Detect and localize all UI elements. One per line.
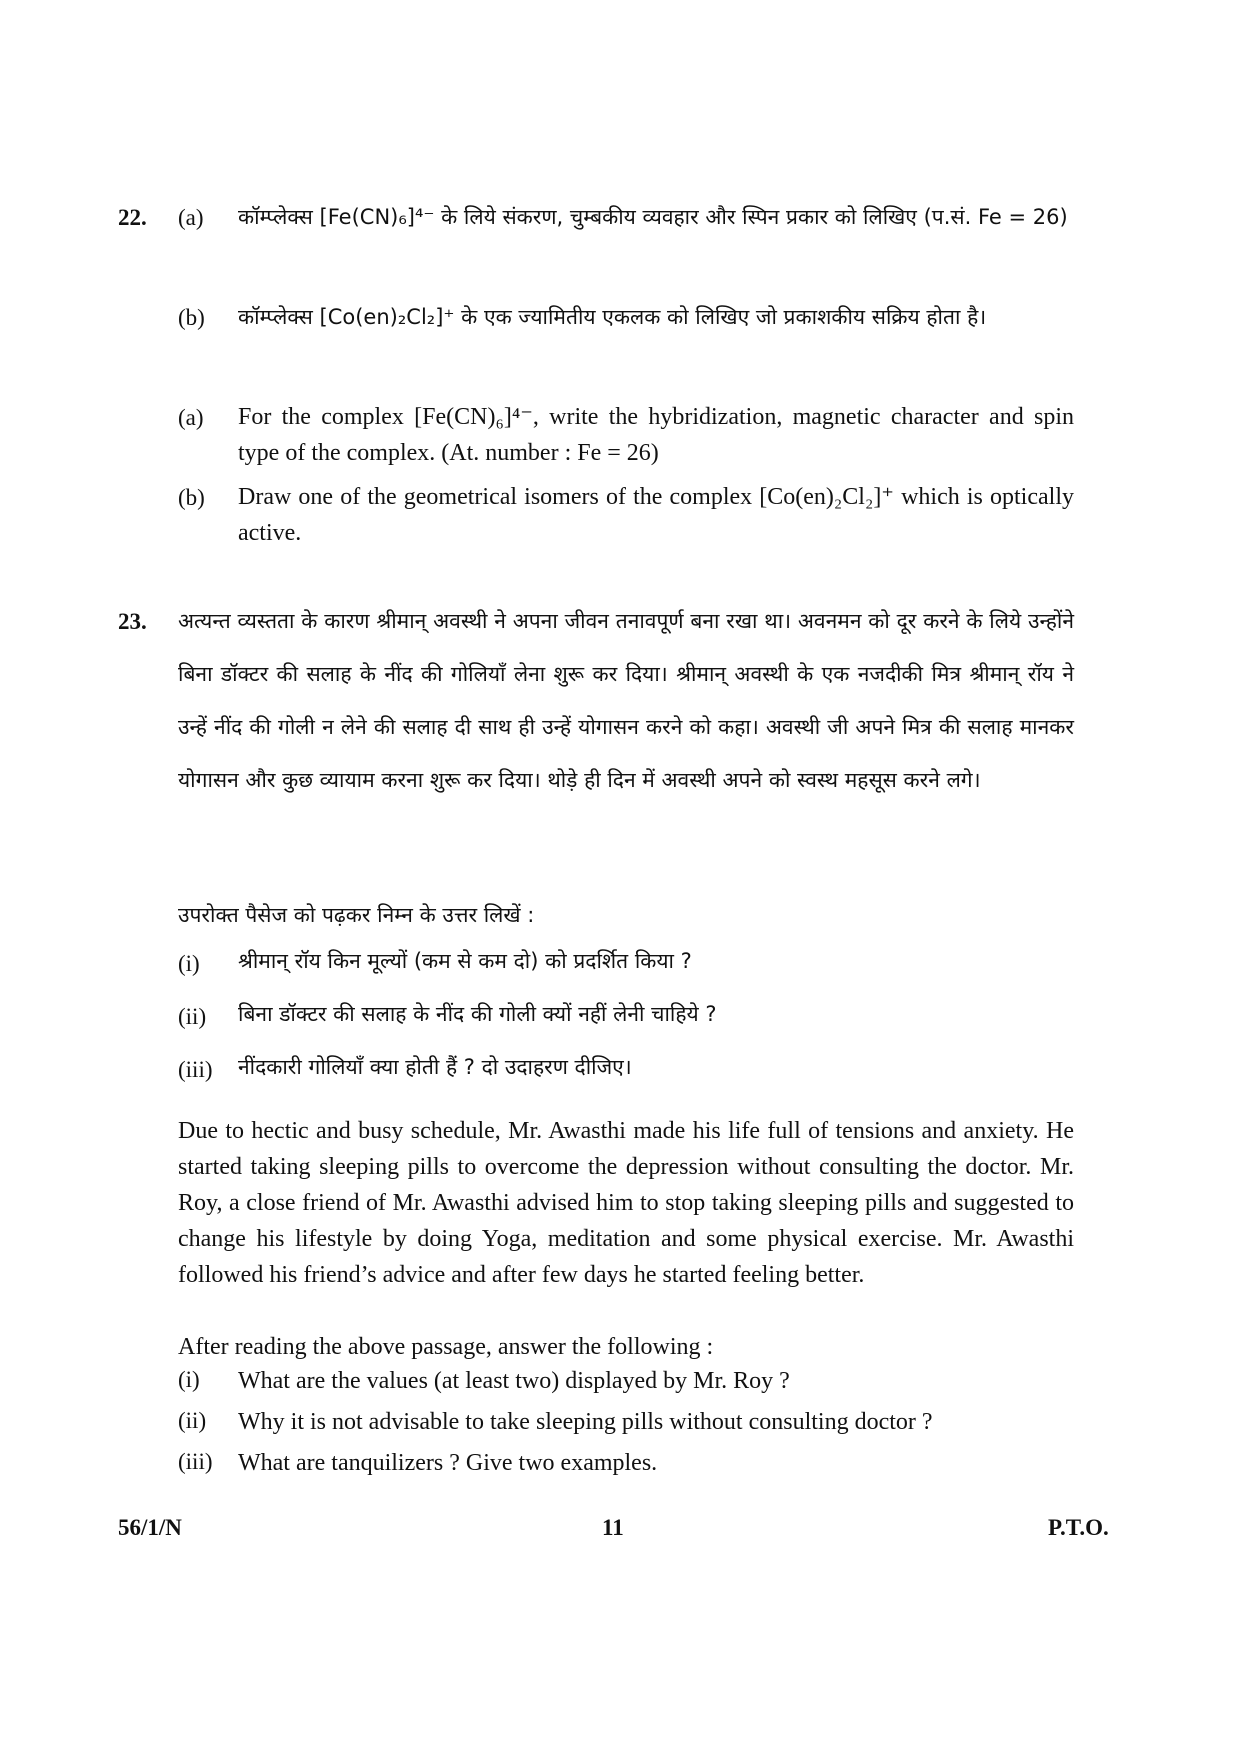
hindi-prompt: उपरोक्त पैसेज को पढ़कर निम्न के उत्तर लिखें : [178,903,535,927]
english-passage: Due to hectic and busy schedule, Mr. Awasthi made his life full of tensions and anxiety. He started taking sleeping pills to overcome the depression without consulting the doctor. Mr. Roy, a close friend of Mr. Awasthi advised him to stop taking sleeping pills and suggested to change his lifestyle by doing Yoga, meditation and some physical exercise. Mr. Awasthi followed his friend’s advice and after few days he started feeling better. [178,1118,1074,1288]
part-text: कॉम्प्लेक्स [Co(en)₂Cl₂]⁺ के एक ज्यामितीय एकलक को लिखिए जो प्रकाशकीय सक्रिय होता है। [238,305,987,329]
page-number: 11 [602,1515,624,1540]
part-text: For the complex [Fe(CN)₆]⁴⁻, write the hybridization, magnetic character and spin type of the complex. (At. number : Fe = 26) [238,404,1074,466]
item-label: (iii) [178,1449,213,1474]
pto-label: P.T.O. [1048,1515,1109,1540]
q22-english-part-a [178,403,1074,475]
item-label: (ii) [178,1004,207,1029]
part-label: (b) [178,485,205,510]
part-label: (a) [178,205,204,230]
english-question-i [178,1365,1074,1401]
item-text: बिना डॉक्टर की सलाह के नींद की गोली क्यों नहीं लेनी चाहिये ? [238,1002,717,1026]
q22-english-part-b [178,483,1074,555]
question-number: 22. [118,205,147,230]
english-question-iii [178,1447,1074,1483]
question-number: 23. [118,609,147,634]
paper-code: 56/1/N [118,1515,182,1540]
hindi-question-i [178,947,1074,995]
hindi-question-iii [178,1053,1074,1101]
item-text: What are the values (at least two) displayed by Mr. Roy ? [238,1368,790,1394]
part-text: कॉम्प्लेक्स [Fe(CN)₆]⁴⁻ के लिये संकरण, चुम्बकीय व्यवहार और स्पिन प्रकार को लिखिए (प.सं. Fe = 26) [238,205,1068,229]
item-text: Why it is not advisable to take sleeping pills without consulting doctor ? [238,1409,933,1435]
part-label: (b) [178,305,205,330]
part-label: (a) [178,405,204,430]
item-label: (i) [178,951,200,976]
question-22 [118,203,1074,553]
item-label: (iii) [178,1057,213,1082]
hindi-passage: अत्यन्त व्यस्तता के कारण श्रीमान् अवस्थी ने अपना जीवन तनावपूर्ण बना रखा था। अवनमन को दूर करने के लिये उन्होंने बिना डॉक्टर की सलाह के नींद की गोलियाँ लेना शुरू कर दिया। श्रीमान् अवस्थी के एक नजदीकी मित्र श्रीमान् रॉय ने उन्हें नींद की गोली न लेने की सलाह दी साथ ही उन्हें योगासन करने को कहा। अवस्थी जी अपने मित्र की सलाह मानकर योगासन और कुछ व्यायाम करना शुरू कर दिया। थोड़े ही दिन में अवस्थी अपने को स्वस्थ महसूस करने लगे। [178,609,1074,792]
question-23 [118,607,1074,1487]
english-question-ii [178,1406,1074,1442]
item-label: (i) [178,1367,200,1392]
item-text: What are tanquilizers ? Give two examples. [238,1450,658,1476]
hindi-question-ii [178,1000,1074,1048]
q22-hindi-part-b [178,303,1074,393]
part-text: Draw one of the geometrical isomers of the complex [Co(en)₂Cl₂]⁺ which is optically active. [238,484,1074,546]
q22-hindi-part-a [178,203,1074,293]
item-text: नींदकारी गोलियाँ क्या होती हैं ? दो उदाहरण दीजिए। [238,1055,632,1079]
item-text: श्रीमान् रॉय किन मूल्यों (कम से कम दो) को प्रदर्शित किया ? [238,949,692,973]
item-label: (ii) [178,1408,207,1433]
english-prompt: After reading the above passage, answer the following : [178,1334,714,1360]
